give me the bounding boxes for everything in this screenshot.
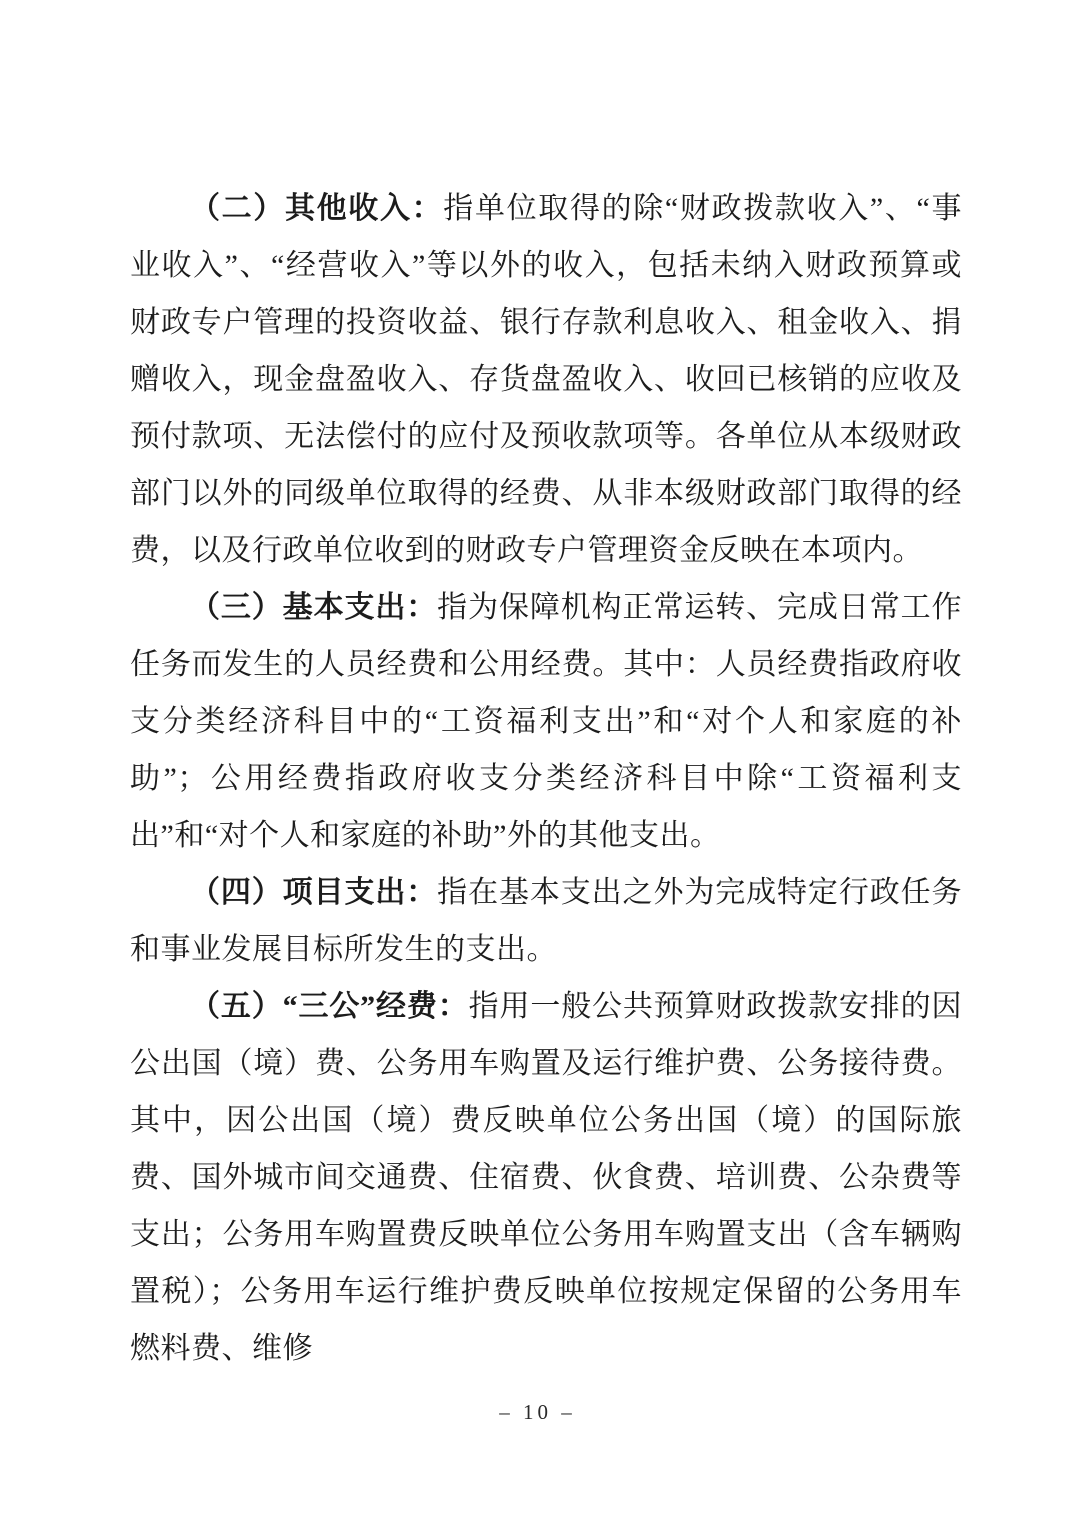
paragraph-other-income	[130, 180, 962, 579]
paragraph-project-expenditure	[130, 864, 962, 978]
page-number: – 10 –	[499, 1400, 576, 1424]
paragraph-basic-expenditure-label: （三）基本支出：	[190, 591, 438, 624]
paragraph-other-income-label: （二）其他收入：	[190, 192, 444, 225]
paragraph-project-expenditure-text: 指在基本支出之外为完成特定行政任务和事业发展目标所发生的支出。	[130, 876, 963, 966]
paragraph-basic-expenditure	[130, 579, 962, 864]
paragraph-project-expenditure-label: （四）项目支出：	[190, 876, 438, 909]
paragraph-three-public-funds	[130, 978, 962, 1377]
document-body	[130, 180, 962, 1377]
paragraph-basic-expenditure-text: 指为保障机构正常运转、完成日常工作任务而发生的人员经费和公用经费。其中：人员经费指政府收支分类经济科目中的“工资福利支出”和“对个人和家庭的补助”；公用经费指政府收支分类经济科目中除“工资福利支出”和“对个人和家庭的补助”外的其他支出。	[130, 591, 963, 852]
paragraph-three-public-funds-text: 指用一般公共预算财政拨款安排的因公出国（境）费、公务用车购置及运行维护费、公务接待费。其中，因公出国（境）费反映单位公务出国（境）的国际旅费、国外城市间交通费、住宿费、伙食费、培训费、公杂费等支出；公务用车购置费反映单位公务用车购置支出（含车辆购置税）；公务用车运行维护费反映单位按规定保留的公务用车燃料费、维修	[130, 990, 963, 1365]
page-footer	[0, 1400, 1075, 1425]
paragraph-other-income-text: 指单位取得的除“财政拨款收入”、“事业收入”、“经营收入”等以外的收入，包括未纳入财政预算或财政专户管理的投资收益、银行存款利息收入、租金收入、捐赠收入，现金盘盈收入、存货盘盈收入、收回已核销的应收及预付款项、无法偿付的应付及预收款项等。各单位从本级财政部门以外的同级单位取得的经费、从非本级财政部门取得的经费，以及行政单位收到的财政专户管理资金反映在本项内。	[130, 192, 962, 567]
paragraph-three-public-funds-label: （五）“三公”经费：	[190, 990, 469, 1023]
